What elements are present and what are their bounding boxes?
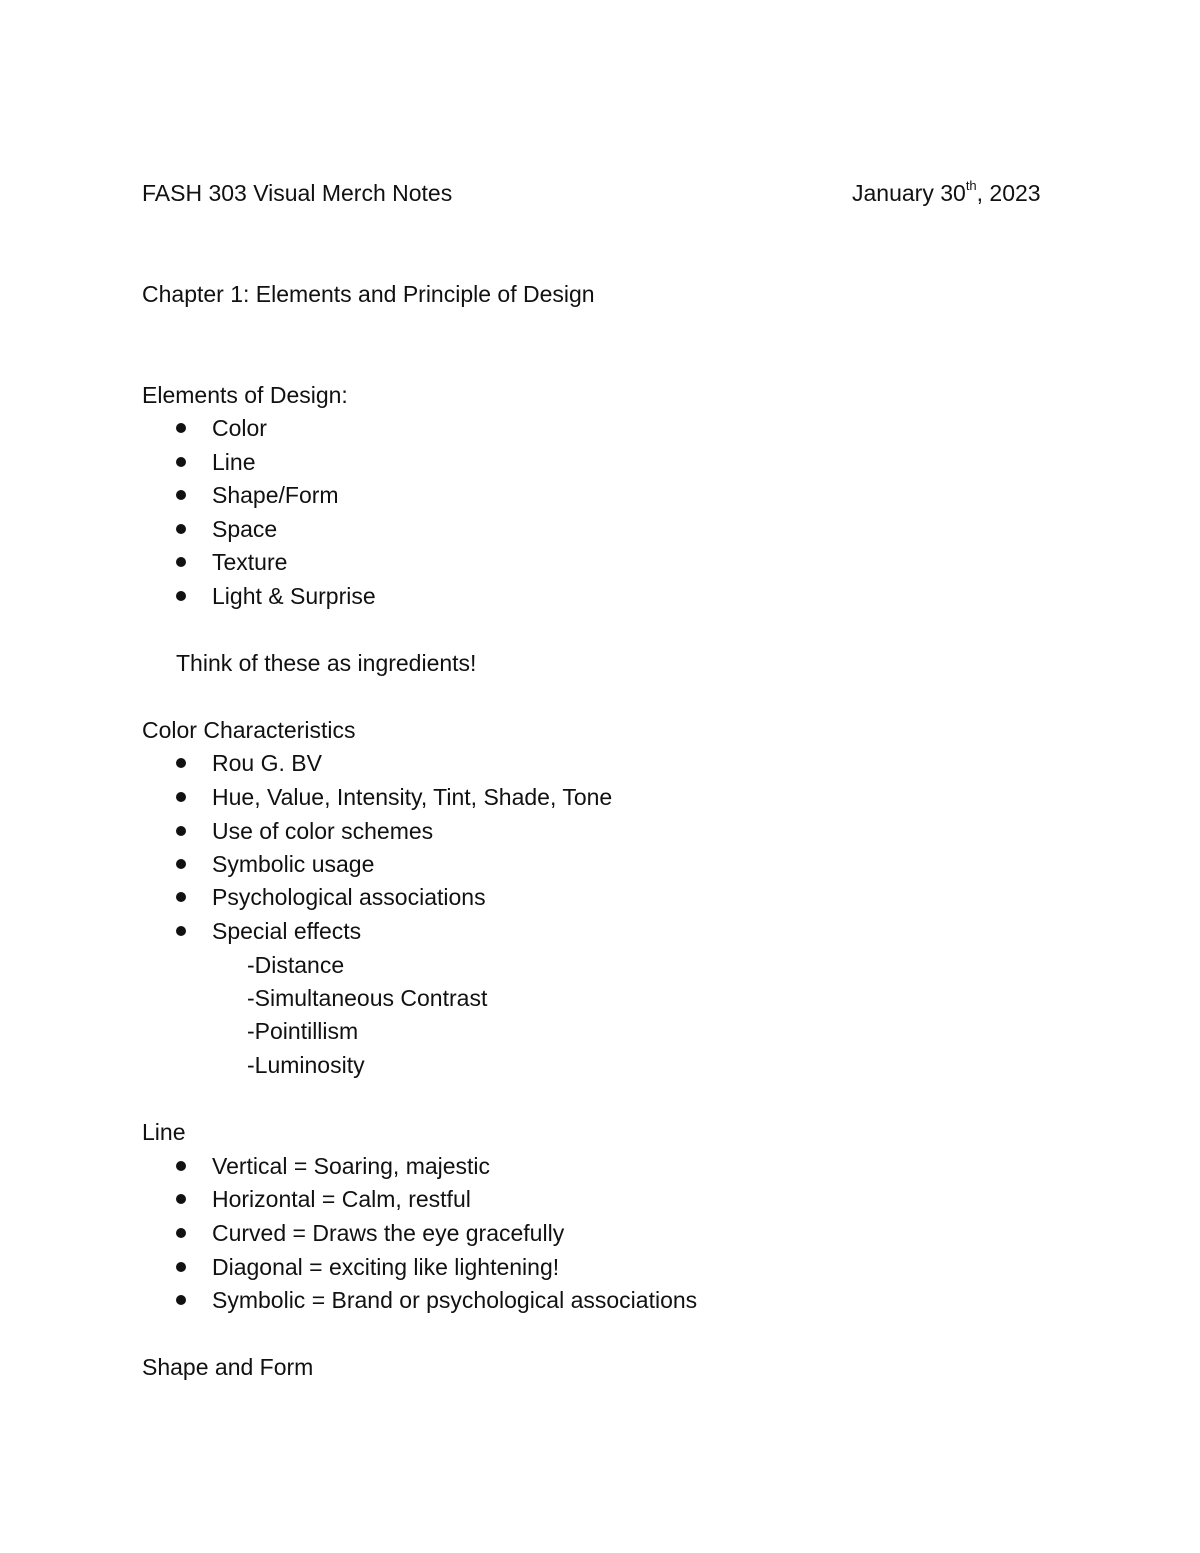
- list-item: [0, 1151, 1200, 1181]
- list-item-text: Symbolic = Brand or psychological associations: [212, 1287, 698, 1313]
- list-item: [0, 1218, 1200, 1248]
- sub-list-item: -Pointillism: [247, 1018, 359, 1044]
- bullet-icon: [176, 792, 186, 802]
- list-item-text: Use of color schemes: [212, 818, 434, 844]
- list-item: [0, 480, 1200, 510]
- chapter-title: Chapter 1: Elements and Principle of Design: [142, 281, 595, 307]
- list-item-text: Diagonal = exciting like lightening!: [212, 1254, 560, 1280]
- bullet-icon: [176, 1194, 186, 1204]
- list-item-text: Line: [212, 449, 256, 475]
- color-heading: Color Characteristics: [142, 717, 356, 743]
- list-item: [0, 882, 1200, 912]
- bullet-icon: [176, 457, 186, 467]
- list-item: [0, 916, 1200, 946]
- list-item-text: Shape/Form: [212, 482, 339, 508]
- bullet-icon: [176, 926, 186, 936]
- bullet-icon: [176, 859, 186, 869]
- list-item-text: Vertical = Soaring, majestic: [212, 1153, 491, 1179]
- list-item: [0, 748, 1200, 778]
- list-item-text: Curved = Draws the eye gracefully: [212, 1220, 565, 1246]
- bullet-icon: [176, 1161, 186, 1171]
- list-item-text: Symbolic usage: [212, 851, 375, 877]
- list-item: [0, 413, 1200, 443]
- document-date: [852, 178, 1041, 208]
- document-title: FASH 303 Visual Merch Notes: [142, 180, 453, 206]
- list-item: [0, 547, 1200, 577]
- date-year: , 2023: [976, 180, 1041, 206]
- line-heading: Line: [142, 1119, 186, 1145]
- sub-list-item: -Luminosity: [247, 1052, 365, 1078]
- bullet-icon: [176, 524, 186, 534]
- list-item: [0, 1252, 1200, 1282]
- date-main: January 30: [852, 180, 966, 206]
- bullet-icon: [176, 892, 186, 902]
- bullet-icon: [176, 758, 186, 768]
- elements-note: Think of these as ingredients!: [176, 650, 477, 676]
- list-item-text: Light & Surprise: [212, 583, 376, 609]
- list-item-text: Hue, Value, Intensity, Tint, Shade, Tone: [212, 784, 613, 810]
- bullet-icon: [176, 490, 186, 500]
- bullet-icon: [176, 1262, 186, 1272]
- list-item: [0, 514, 1200, 544]
- list-item-text: Space: [212, 516, 278, 542]
- list-item: [0, 1285, 1200, 1315]
- elements-heading: Elements of Design:: [142, 382, 348, 408]
- date-suffix: th: [965, 178, 977, 194]
- shape-heading: Shape and Form: [142, 1354, 314, 1380]
- list-item-text: Horizontal = Calm, restful: [212, 1186, 471, 1212]
- list-item: [0, 581, 1200, 611]
- list-item: [0, 816, 1200, 846]
- bullet-icon: [176, 423, 186, 433]
- list-item: [0, 782, 1200, 812]
- sub-list-item: -Simultaneous Contrast: [247, 985, 488, 1011]
- list-item: [0, 849, 1200, 879]
- list-item-text: Texture: [212, 549, 288, 575]
- list-item-text: Color: [212, 415, 267, 441]
- list-item-text: Special effects: [212, 918, 362, 944]
- list-item: [0, 1184, 1200, 1214]
- list-item: [0, 447, 1200, 477]
- bullet-icon: [176, 591, 186, 601]
- list-item-text: Psychological associations: [212, 884, 486, 910]
- bullet-icon: [176, 557, 186, 567]
- bullet-icon: [176, 1295, 186, 1305]
- sub-list-item: -Distance: [247, 952, 345, 978]
- bullet-icon: [176, 826, 186, 836]
- list-item-text: Rou G. BV: [212, 750, 322, 776]
- bullet-icon: [176, 1228, 186, 1238]
